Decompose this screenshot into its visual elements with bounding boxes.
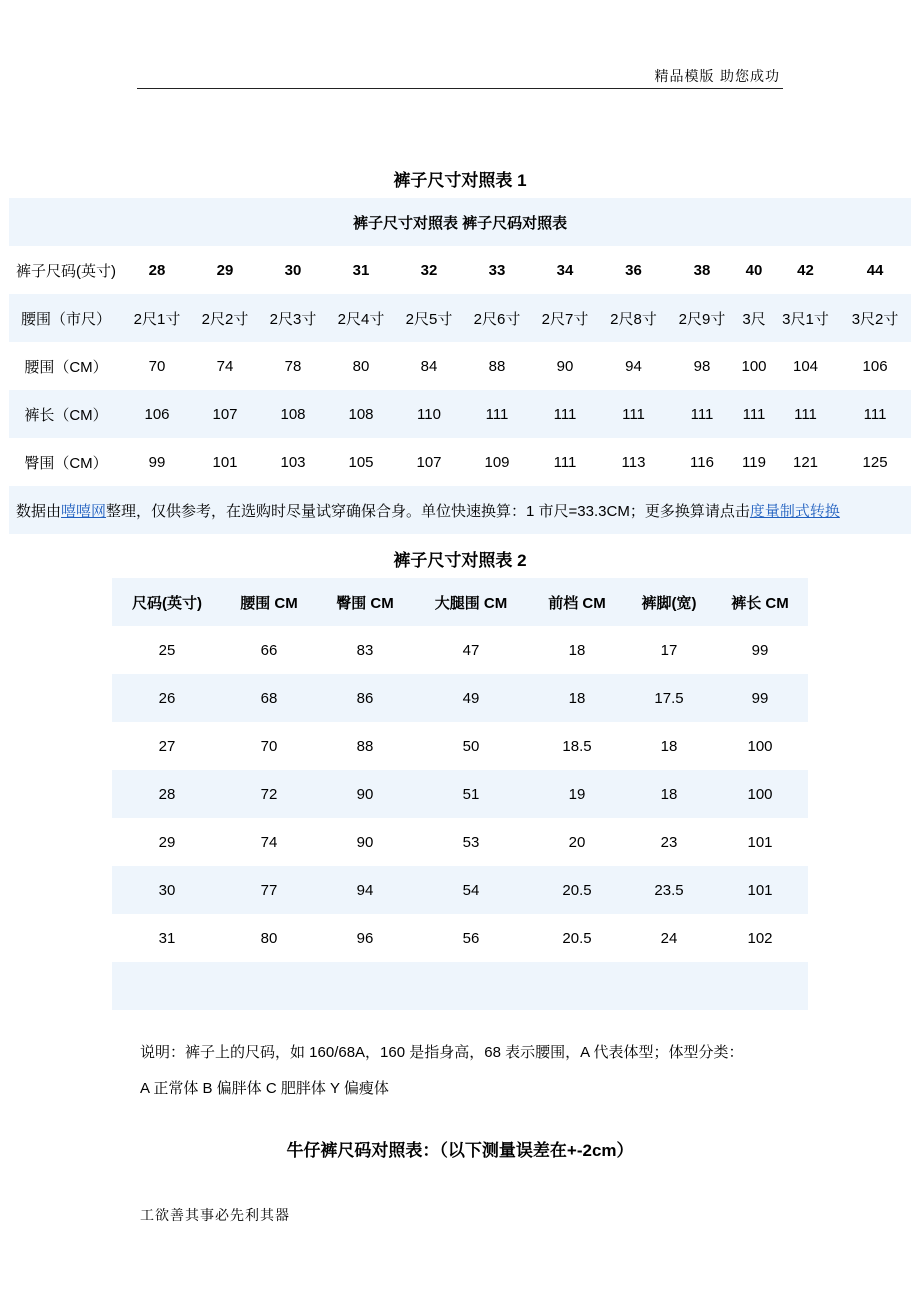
note-prefix: 数据由 — [16, 502, 62, 520]
xixi-site-link[interactable]: 嘻嘻网 — [61, 502, 107, 520]
table-cell: 96 — [356, 929, 374, 947]
table-cell: 80 — [260, 929, 278, 947]
table-cell: 99 — [148, 453, 166, 471]
size-cell: 42 — [797, 261, 814, 279]
jeans-size-title: 牛仔裤尺码对照表：（以下测量误差在+-2cm） — [286, 1141, 634, 1160]
table-cell: 90 — [556, 357, 574, 375]
table-cell: 54 — [414, 866, 528, 914]
table-cell: 113 — [621, 453, 646, 471]
table-cell: 25 — [158, 641, 176, 659]
table-cell: 104 — [792, 357, 819, 375]
table-cell: 125 — [862, 453, 888, 471]
size-cell: 40 — [745, 261, 763, 279]
size-cell: 29 — [216, 261, 234, 279]
size-cell: 36 — [625, 261, 642, 279]
table-cell: 2尺6寸 — [463, 294, 531, 342]
table-cell: 116 — [690, 453, 714, 471]
table-row — [9, 438, 911, 486]
empty-row — [112, 962, 808, 1010]
row-label: 腰围（市尺） — [9, 294, 123, 342]
table-cell: 30 — [112, 866, 222, 914]
size-cell: 33 — [488, 261, 506, 279]
table-cell: 111 — [463, 390, 531, 438]
table-cell: 77 — [222, 866, 316, 914]
pants-size-table-1 — [9, 198, 911, 534]
row-label: 裤长（CM） — [9, 390, 123, 438]
table-cell: 88 — [356, 737, 374, 755]
table-cell: 3尺2寸 — [839, 294, 911, 342]
table-cell: 20.5 — [562, 929, 592, 947]
size-cell: 32 — [420, 261, 438, 279]
table-cell: 106 — [862, 357, 888, 375]
table-cell: 17.5 — [626, 674, 712, 722]
table-cell: 20.5 — [528, 866, 626, 914]
table-row — [9, 294, 911, 342]
table-cell: 68 — [222, 674, 316, 722]
table-cell: 101 — [712, 866, 808, 914]
table-cell: 103 — [280, 453, 306, 471]
table-cell: 2尺9寸 — [668, 294, 736, 342]
table-cell: 100 — [712, 770, 808, 818]
table-cell: 105 — [348, 453, 374, 471]
unit-conversion-link[interactable]: 度量制式转换 — [749, 502, 840, 520]
table-cell: 53 — [462, 833, 480, 851]
size-cell: 30 — [284, 261, 302, 279]
table-cell: 83 — [356, 641, 374, 659]
row-label: 裤子尺码(英寸) — [16, 262, 116, 280]
table-cell: 70 — [260, 737, 278, 755]
note-middle: 整理，仅供参考，在选购时尽量试穿确保合身。单位快速换算：1 市尺=33.3CM；更多换算请点击 — [106, 502, 750, 520]
table-cell: 23 — [660, 833, 678, 851]
column-header: 臀围 CM — [316, 578, 414, 626]
column-header: 裤长 CM — [712, 578, 808, 626]
table-cell: 2尺3寸 — [259, 294, 327, 342]
table-cell: 2尺8寸 — [599, 294, 668, 342]
table1-note — [9, 486, 911, 534]
table-row — [112, 866, 808, 914]
table-cell: 107 — [416, 453, 442, 471]
table-cell: 20 — [568, 833, 586, 851]
table1-caption: 裤子尺寸对照表 裤子尺码对照表 — [9, 198, 911, 246]
table-cell: 18 — [568, 641, 586, 659]
table-cell: 19 — [528, 770, 626, 818]
table-cell: 111 — [772, 390, 839, 438]
body-type-list: A 正常体 B 偏胖体 C 肥胖体 Y 偏瘦体 — [140, 1080, 389, 1097]
table-cell: 98 — [693, 357, 711, 375]
column-header: 腰围 CM — [222, 578, 316, 626]
table-cell: 66 — [260, 641, 278, 659]
table-header-row — [112, 578, 808, 626]
table-row — [112, 674, 808, 722]
footer-tagline: 工欲善其事必先利其器 — [140, 1208, 290, 1224]
table-cell: 2尺5寸 — [395, 294, 463, 342]
table-cell: 101 — [747, 833, 773, 851]
table-cell: 47 — [462, 641, 480, 659]
table-cell: 94 — [316, 866, 414, 914]
table-cell: 74 — [216, 357, 234, 375]
table-cell: 84 — [420, 357, 438, 375]
table-cell: 74 — [260, 833, 278, 851]
table-cell: 2尺2寸 — [191, 294, 259, 342]
size-cell: 44 — [866, 261, 884, 279]
table-cell: 3尺1寸 — [772, 294, 839, 342]
table-cell: 110 — [395, 390, 463, 438]
table-cell: 3尺 — [736, 294, 772, 342]
table-cell: 56 — [462, 929, 480, 947]
table-cell: 121 — [792, 453, 819, 471]
table-cell: 108 — [327, 390, 395, 438]
table-cell: 100 — [747, 737, 773, 755]
table-cell: 90 — [356, 833, 374, 851]
table-cell: 18 — [660, 737, 678, 755]
header-tagline: 精品模版 助您成功 — [654, 69, 780, 85]
table-cell: 111 — [553, 453, 577, 471]
table-row — [112, 626, 808, 674]
size-explanation: 说明：裤子上的尺码，如 160/68A，160 是指身高，68 表示腰围，A 代表体型；体型分类： — [140, 1044, 744, 1061]
table-cell: 88 — [488, 357, 506, 375]
row-label: 腰围（CM） — [24, 358, 108, 376]
header-divider — [137, 88, 783, 89]
size-cell: 34 — [556, 261, 574, 279]
table-cell: 109 — [484, 453, 510, 471]
table-cell: 102 — [747, 929, 773, 947]
table-cell: 70 — [148, 357, 166, 375]
size-cell: 28 — [148, 261, 166, 279]
column-header: 尺码(英寸) — [112, 578, 222, 626]
table-cell: 108 — [259, 390, 327, 438]
table-cell: 18.5 — [562, 737, 592, 755]
table-cell: 49 — [414, 674, 528, 722]
table-row — [112, 818, 808, 866]
table-row — [112, 770, 808, 818]
table-cell: 90 — [316, 770, 414, 818]
table-cell: 18 — [528, 674, 626, 722]
table-cell: 50 — [462, 737, 480, 755]
table-cell: 72 — [222, 770, 316, 818]
table-cell: 107 — [191, 390, 259, 438]
table-row — [9, 342, 911, 390]
column-header: 前档 CM — [528, 578, 626, 626]
table-cell: 119 — [742, 453, 766, 471]
table-cell: 17 — [660, 641, 678, 659]
table-cell: 106 — [123, 390, 191, 438]
table-cell: 29 — [158, 833, 176, 851]
table-cell: 51 — [414, 770, 528, 818]
table-cell: 2尺7寸 — [531, 294, 599, 342]
table-cell: 111 — [531, 390, 599, 438]
table-cell: 101 — [212, 453, 238, 471]
size-cell: 31 — [352, 261, 370, 279]
table-cell: 2尺4寸 — [327, 294, 395, 342]
table2-title: 裤子尺寸对照表 2 — [393, 551, 527, 570]
table-cell: 23.5 — [626, 866, 712, 914]
table-cell: 26 — [112, 674, 222, 722]
table-cell: 28 — [112, 770, 222, 818]
table-cell: 31 — [158, 929, 176, 947]
table-cell: 80 — [352, 357, 370, 375]
table-cell: 94 — [625, 357, 642, 375]
table-cell: 86 — [316, 674, 414, 722]
table-cell: 100 — [741, 357, 767, 375]
table-cell: 18 — [626, 770, 712, 818]
row-label: 臀围（CM） — [24, 454, 108, 472]
table-cell: 111 — [599, 390, 668, 438]
table-cell: 111 — [736, 390, 772, 438]
table-cell: 111 — [839, 390, 911, 438]
column-header: 裤脚(宽) — [626, 578, 712, 626]
table-cell: 24 — [660, 929, 678, 947]
table-cell: 111 — [668, 390, 736, 438]
table-row — [112, 914, 808, 962]
pants-size-table-2 — [112, 578, 808, 1010]
table-cell: 78 — [284, 357, 302, 375]
table-row — [9, 246, 911, 294]
table-row — [9, 390, 911, 438]
size-cell: 38 — [693, 261, 711, 279]
column-header: 大腿围 CM — [414, 578, 528, 626]
table1-title: 裤子尺寸对照表 1 — [393, 171, 527, 190]
table-cell: 99 — [712, 674, 808, 722]
table-cell: 27 — [158, 737, 176, 755]
table-cell: 2尺1寸 — [123, 294, 191, 342]
table-cell: 99 — [751, 641, 769, 659]
table-row — [112, 722, 808, 770]
